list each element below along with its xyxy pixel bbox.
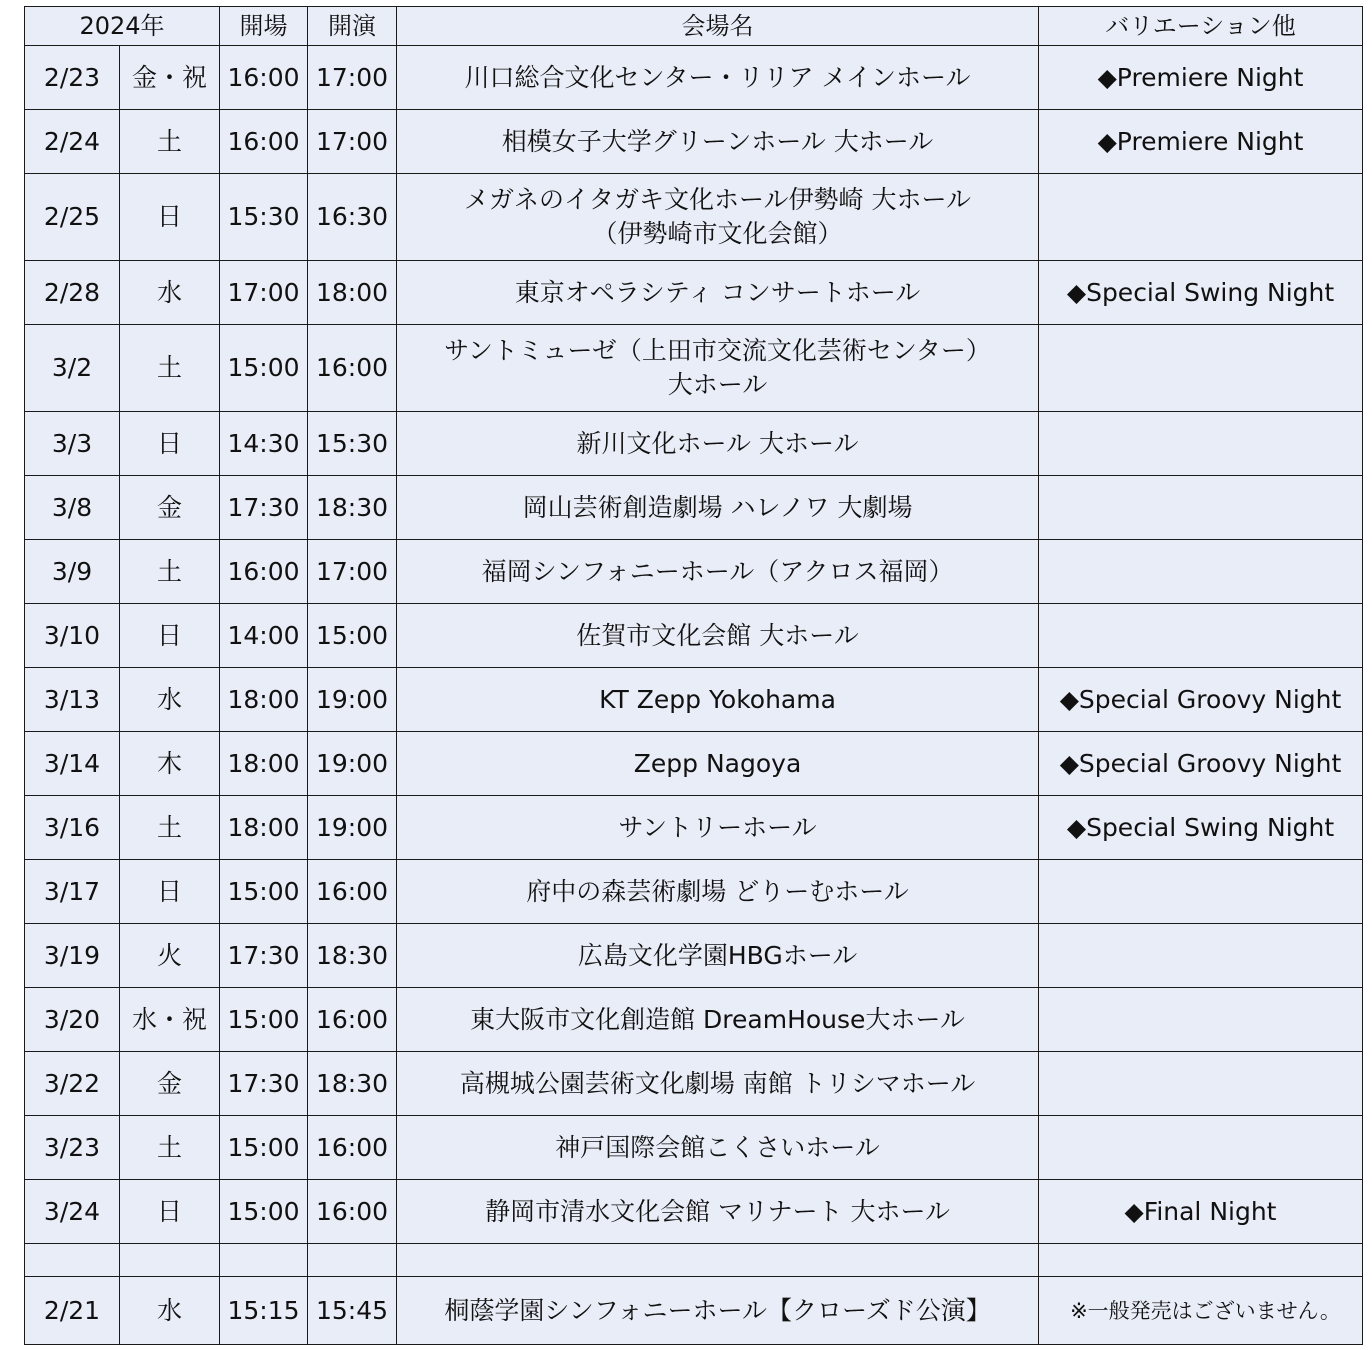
day-cell: 日 [120,860,220,924]
date-cell: 3/20 [25,988,120,1052]
venue-line: （伊勢崎市文化会館） [592,219,843,248]
venue-line: サントミューゼ（上田市交流文化芸術センター） [444,336,991,365]
variation-cell: ◆Special Groovy Night [1039,668,1363,732]
start-time: 16:00 [308,988,397,1052]
venue-line: 東大阪市文化創造館 DreamHouse大ホール [470,1004,965,1034]
doors-time: 15:00 [220,1180,308,1244]
start-time: 16:30 [308,174,397,261]
date-cell: 2/23 [25,46,120,110]
venue-line: 広島文化学園HBGホール [577,940,858,970]
date-cell: 2/28 [25,261,120,325]
empty-cell [120,1244,220,1277]
day-cell: 水 [120,261,220,325]
venue-line: 川口総合文化センター・リリア メインホール [464,62,971,92]
header-variation: バリエーション他 [1039,7,1363,46]
start-time: 19:00 [308,796,397,860]
day-cell: 金 [120,1052,220,1116]
header-start: 開演 [308,7,397,46]
date-cell: 3/13 [25,668,120,732]
table-row [25,110,1363,174]
empty-cell [308,1244,397,1277]
start-time: 16:00 [308,860,397,924]
day-cell: 土 [120,325,220,412]
day-cell: 水 [120,1277,220,1345]
variation-cell: ◆Premiere Night [1039,46,1363,110]
start-time: 19:00 [308,732,397,796]
variation-cell [1039,476,1363,540]
table-row [25,732,1363,796]
start-time: 19:00 [308,668,397,732]
doors-time: 15:00 [220,988,308,1052]
venue-line: 大ホール [667,370,768,399]
empty-cell [25,1244,120,1277]
day-cell: 土 [120,1116,220,1180]
table-row [25,476,1363,540]
date-cell: 3/22 [25,1052,120,1116]
variation-cell [1039,325,1363,412]
variation-cell [1039,860,1363,924]
doors-time: 15:15 [220,1277,308,1345]
tour-schedule-table [24,6,1363,1345]
start-time: 18:30 [308,924,397,988]
venue-cell [397,860,1039,924]
table-row [25,988,1363,1052]
start-time: 18:30 [308,1052,397,1116]
doors-time: 16:00 [220,110,308,174]
variation-cell: ◆Special Swing Night [1039,261,1363,325]
date-cell: 3/24 [25,1180,120,1244]
closed-show-row [25,1277,1363,1345]
date-cell: 3/19 [25,924,120,988]
table-row [25,46,1363,110]
variation-cell [1039,1116,1363,1180]
venue-cell [397,46,1039,110]
venue-cell [397,604,1039,668]
variation-cell [1039,174,1363,261]
date-cell: 3/2 [25,325,120,412]
sales-note: ※一般発売はございません。 [1039,1277,1363,1345]
venue-line: 東京オペラシティ コンサートホール [514,277,921,307]
venue-line: 福岡シンフォニーホール（アクロス福岡） [481,556,954,586]
start-time: 15:45 [308,1277,397,1345]
start-time: 16:00 [308,1116,397,1180]
date-cell: 3/16 [25,796,120,860]
venue-cell [397,540,1039,604]
variation-cell [1039,540,1363,604]
header-year: 2024年 [25,7,220,46]
venue-cell [397,1116,1039,1180]
schedule-body [25,46,1363,1345]
venue-cell [397,988,1039,1052]
venue-cell [397,325,1039,412]
variation-cell [1039,1052,1363,1116]
venue-line: 静岡市清水文化会館 マリナート 大ホール [485,1196,950,1226]
date-cell: 3/3 [25,412,120,476]
header-row [25,7,1363,46]
start-time: 16:00 [308,325,397,412]
venue-line: 高槻城公園芸術文化劇場 南館 トリシマホール [459,1068,976,1098]
venue-line: 新川文化ホール 大ホール [576,428,859,458]
variation-cell [1039,988,1363,1052]
header-venue: 会場名 [397,7,1039,46]
day-cell: 日 [120,1180,220,1244]
day-cell: 金・祝 [120,46,220,110]
day-cell: 水・祝 [120,988,220,1052]
venue-cell [397,110,1039,174]
date-cell: 3/23 [25,1116,120,1180]
day-cell: 日 [120,174,220,261]
doors-time: 18:00 [220,732,308,796]
date-cell: 3/10 [25,604,120,668]
doors-time: 18:00 [220,668,308,732]
date-cell: 3/9 [25,540,120,604]
venue-cell [397,412,1039,476]
variation-cell: ◆Premiere Night [1039,110,1363,174]
venue-cell [397,924,1039,988]
venue-cell [397,668,1039,732]
doors-time: 15:30 [220,174,308,261]
venue-cell: 桐蔭学園シンフォニーホール【クローズド公演】 [397,1277,1039,1345]
spacer-row [25,1244,1363,1277]
table-row [25,604,1363,668]
table-row [25,1052,1363,1116]
venue-line: KT Zepp Yokohama [599,684,836,714]
doors-time: 17:30 [220,476,308,540]
day-cell: 水 [120,668,220,732]
start-time: 17:00 [308,46,397,110]
venue-cell [397,261,1039,325]
venue-cell [397,174,1039,261]
start-time: 16:00 [308,1180,397,1244]
table-row [25,860,1363,924]
doors-time: 16:00 [220,46,308,110]
variation-cell [1039,412,1363,476]
start-time: 15:00 [308,604,397,668]
venue-line: 相模女子大学グリーンホール 大ホール [501,126,934,156]
doors-time: 18:00 [220,796,308,860]
start-time: 15:30 [308,412,397,476]
variation-cell: ◆Special Groovy Night [1039,732,1363,796]
venue-line: サントリーホール [618,812,817,842]
day-cell: 土 [120,540,220,604]
start-time: 17:00 [308,540,397,604]
variation-cell [1039,924,1363,988]
day-cell: 金 [120,476,220,540]
venue-cell [397,732,1039,796]
date-cell: 3/8 [25,476,120,540]
date-cell: 2/25 [25,174,120,261]
empty-cell [397,1244,1039,1277]
date-cell: 3/17 [25,860,120,924]
date-cell: 2/24 [25,110,120,174]
venue-line: 神戸国際会館こくさいホール [555,1132,880,1162]
doors-time: 17:30 [220,924,308,988]
doors-time: 15:00 [220,860,308,924]
day-cell: 火 [120,924,220,988]
variation-cell: ◆Special Swing Night [1039,796,1363,860]
table-row [25,1180,1363,1244]
venue-line: メガネのイタガキ文化ホール伊勢崎 大ホール [464,185,971,214]
doors-time: 14:00 [220,604,308,668]
empty-cell [1039,1244,1363,1277]
table-row [25,924,1363,988]
day-cell: 土 [120,796,220,860]
date-cell: 2/21 [25,1277,120,1345]
date-cell: 3/14 [25,732,120,796]
day-cell: 日 [120,604,220,668]
start-time: 18:00 [308,261,397,325]
table-row [25,325,1363,412]
venue-line: 岡山芸術創造劇場 ハレノワ 大劇場 [522,492,913,522]
venue-line: 佐賀市文化会館 大ホール [576,620,859,650]
doors-time: 15:00 [220,1116,308,1180]
venue-line: Zepp Nagoya [633,748,802,778]
venue-cell [397,796,1039,860]
variation-cell [1039,604,1363,668]
variation-cell: ◆Final Night [1039,1180,1363,1244]
table-row [25,1116,1363,1180]
venue-cell [397,1052,1039,1116]
venue-cell [397,476,1039,540]
table-row [25,540,1363,604]
doors-time: 17:00 [220,261,308,325]
venue-line: 府中の森芸術劇場 どりーむホール [526,876,909,906]
header-doors: 開場 [220,7,308,46]
start-time: 18:30 [308,476,397,540]
day-cell: 木 [120,732,220,796]
venue-cell [397,1180,1039,1244]
day-cell: 土 [120,110,220,174]
table-row [25,412,1363,476]
table-row [25,261,1363,325]
start-time: 17:00 [308,110,397,174]
empty-cell [220,1244,308,1277]
table-row [25,668,1363,732]
table-row [25,796,1363,860]
doors-time: 16:00 [220,540,308,604]
doors-time: 15:00 [220,325,308,412]
doors-time: 17:30 [220,1052,308,1116]
doors-time: 14:30 [220,412,308,476]
day-cell: 日 [120,412,220,476]
table-row [25,174,1363,261]
